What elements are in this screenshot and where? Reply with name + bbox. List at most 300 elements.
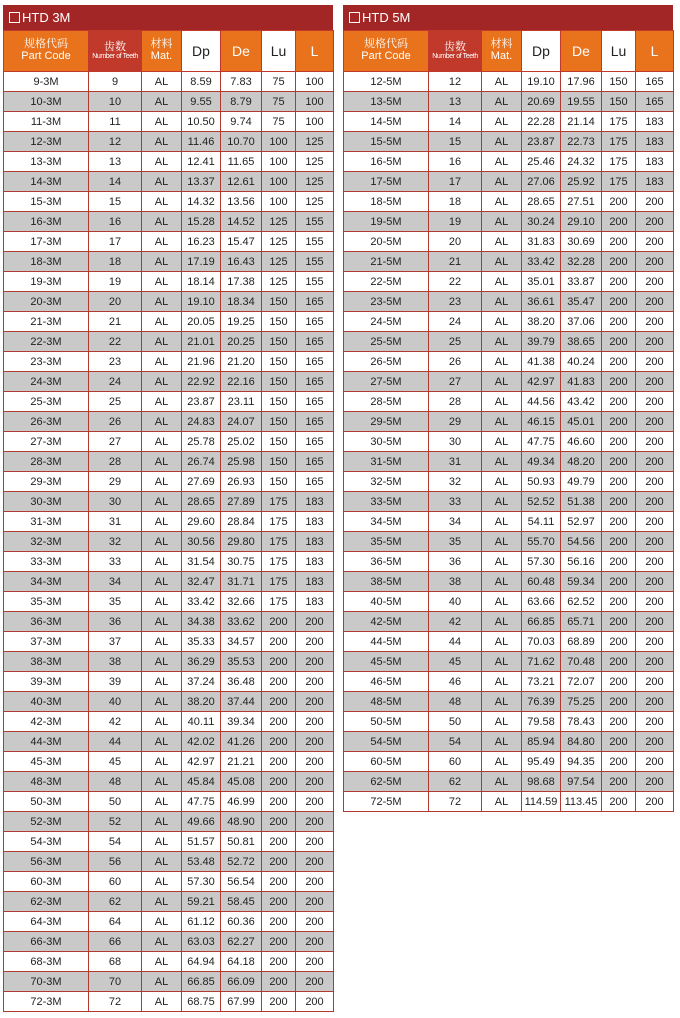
de-cell: 25.92 [561,172,602,192]
part-code-cell: 23-3M [4,352,89,372]
part-code-header-zh: 规格代码 [364,38,408,51]
teeth-cell: 35 [429,532,482,552]
de-header: De [561,31,602,72]
htd-3m-body [4,72,334,1012]
table-row [344,352,674,372]
htd-5m-title: HTD 5M [362,10,411,25]
dp-cell: 36.29 [182,652,221,672]
teeth-cell: 66 [89,932,142,952]
table-row [4,232,334,252]
lu-cell: 175 [262,572,296,592]
l-cell: 165 [296,352,334,372]
lu-cell: 200 [602,632,636,652]
lu-cell: 200 [262,952,296,972]
l-cell: 183 [296,592,334,612]
l-cell: 200 [636,752,674,772]
material-cell: AL [482,332,522,352]
dp-cell: 33.42 [182,592,221,612]
part-code-cell: 16-3M [4,212,89,232]
lu-cell: 175 [602,132,636,152]
de-cell: 25.98 [221,452,262,472]
de-cell: 48.90 [221,812,262,832]
de-cell: 62.27 [221,932,262,952]
lu-cell: 150 [262,332,296,352]
l-cell: 125 [296,172,334,192]
teeth-cell: 9 [89,72,142,92]
part-code-cell: 40-3M [4,692,89,712]
de-cell: 29.10 [561,212,602,232]
lu-cell: 200 [602,552,636,572]
teeth-cell: 72 [429,792,482,812]
part-code-cell: 34-5M [344,512,429,532]
material-cell: AL [142,152,182,172]
dp-cell: 55.70 [522,532,561,552]
de-cell: 45.08 [221,772,262,792]
material-cell: AL [142,692,182,712]
dp-cell: 30.56 [182,532,221,552]
dp-cell: 45.84 [182,772,221,792]
teeth-cell: 15 [429,132,482,152]
l-cell: 100 [296,72,334,92]
de-cell: 33.62 [221,612,262,632]
de-cell: 49.79 [561,472,602,492]
de-cell: 56.16 [561,552,602,572]
material-cell: AL [142,512,182,532]
table-row [344,572,674,592]
material-cell: AL [482,752,522,772]
material-cell: AL [142,372,182,392]
teeth-cell: 15 [89,192,142,212]
table-row [344,152,674,172]
table-row [4,112,334,132]
part-code-cell: 9-3M [4,72,89,92]
dp-cell: 35.33 [182,632,221,652]
dp-cell: 20.05 [182,312,221,332]
lu-cell: 150 [602,72,636,92]
l-cell: 200 [296,852,334,872]
teeth-header-en: Number of Teeth [92,53,138,61]
material-cell: AL [482,412,522,432]
table-row [4,732,334,752]
teeth-cell: 12 [89,132,142,152]
material-cell: AL [142,732,182,752]
part-code-cell: 72-3M [4,992,89,1012]
dp-cell: 9.55 [182,92,221,112]
part-code-cell: 22-5M [344,272,429,292]
de-cell: 26.93 [221,472,262,492]
material-cell: AL [482,72,522,92]
l-cell: 100 [296,92,334,112]
table-row [344,292,674,312]
dp-cell: 10.50 [182,112,221,132]
de-cell: 72.07 [561,672,602,692]
lu-cell: 200 [602,432,636,452]
teeth-cell: 60 [429,752,482,772]
teeth-cell: 35 [89,592,142,612]
material-cell: AL [142,672,182,692]
part-code-cell: 24-3M [4,372,89,392]
de-cell: 65.71 [561,612,602,632]
part-code-cell: 54-5M [344,732,429,752]
de-cell: 52.97 [561,512,602,532]
teeth-cell: 60 [89,872,142,892]
part-code-cell: 45-5M [344,652,429,672]
material-cell: AL [482,572,522,592]
l-cell: 200 [636,692,674,712]
lu-cell: 200 [602,372,636,392]
dp-cell: 23.87 [182,392,221,412]
table-row [4,552,334,572]
table-row [4,952,334,972]
material-cell: AL [142,872,182,892]
dp-cell: 42.97 [182,752,221,772]
lu-cell: 200 [602,592,636,612]
teeth-cell: 36 [429,552,482,572]
lu-cell: 200 [262,992,296,1012]
lu-cell: 200 [262,872,296,892]
table-row [4,832,334,852]
de-cell: 16.43 [221,252,262,272]
l-cell: 200 [296,992,334,1012]
part-code-cell: 33-5M [344,492,429,512]
part-code-cell: 72-5M [344,792,429,812]
de-cell: 29.80 [221,532,262,552]
dp-cell: 57.30 [182,872,221,892]
htd-3m-table [3,30,334,1012]
table-row [4,912,334,932]
part-code-cell: 39-3M [4,672,89,692]
lu-cell: 150 [602,92,636,112]
lu-cell: 100 [262,152,296,172]
part-code-cell: 31-5M [344,452,429,472]
table-row [344,372,674,392]
table-row [4,712,334,732]
de-cell: 62.52 [561,592,602,612]
material-cell: AL [142,192,182,212]
part-code-cell: 27-5M [344,372,429,392]
lu-cell: 125 [262,252,296,272]
lu-cell: 200 [602,752,636,772]
de-cell: 35.47 [561,292,602,312]
dp-cell: 38.20 [182,692,221,712]
l-cell: 200 [296,812,334,832]
dp-cell: 30.24 [522,212,561,232]
table-row [344,792,674,812]
part-code-cell: 30-3M [4,492,89,512]
teeth-cell: 42 [429,612,482,632]
lu-cell: 200 [602,392,636,412]
de-cell: 7.83 [221,72,262,92]
table-row [4,872,334,892]
dp-cell: 21.96 [182,352,221,372]
material-header-en: Mat. [490,50,513,62]
teeth-cell: 26 [89,412,142,432]
part-code-cell: 64-3M [4,912,89,932]
teeth-cell: 17 [429,172,482,192]
table-row [344,732,674,752]
lu-cell: 200 [262,972,296,992]
dp-cell: 31.83 [522,232,561,252]
material-cell: AL [142,132,182,152]
material-cell: AL [482,732,522,752]
part-code-cell: 62-5M [344,772,429,792]
l-cell: 200 [636,572,674,592]
lu-cell: 200 [262,692,296,712]
l-cell: 200 [636,532,674,552]
material-cell: AL [142,592,182,612]
table-row [344,172,674,192]
table-row [344,652,674,672]
material-cell: AL [482,372,522,392]
dp-cell: 22.92 [182,372,221,392]
part-code-cell: 18-3M [4,252,89,272]
htd-5m-table [343,30,674,812]
dp-cell: 41.38 [522,352,561,372]
part-code-cell: 26-5M [344,352,429,372]
dp-cell: 14.32 [182,192,221,212]
part-code-cell: 11-3M [4,112,89,132]
de-cell: 30.69 [561,232,602,252]
l-cell: 165 [296,472,334,492]
de-cell: 75.25 [561,692,602,712]
dp-cell: 36.61 [522,292,561,312]
teeth-cell: 12 [429,72,482,92]
l-cell: 183 [636,112,674,132]
table-row [344,712,674,732]
material-cell: AL [142,752,182,772]
teeth-cell: 23 [89,352,142,372]
lu-cell: 100 [262,192,296,212]
l-cell: 200 [296,912,334,932]
teeth-cell: 13 [89,152,142,172]
lu-cell: 200 [602,352,636,372]
l-cell: 183 [296,532,334,552]
lu-header: Lu [262,31,296,72]
table-row [344,432,674,452]
teeth-header-en: Number of Teeth [432,53,478,61]
l-cell: 200 [636,492,674,512]
l-cell: 183 [296,552,334,572]
teeth-cell: 33 [429,492,482,512]
de-cell: 60.36 [221,912,262,932]
part-code-cell: 21-5M [344,252,429,272]
part-code-cell: 42-3M [4,712,89,732]
table-row [344,772,674,792]
htd-5m-body [344,72,674,812]
table-row [4,892,334,912]
dp-cell: 22.28 [522,112,561,132]
teeth-cell: 38 [429,572,482,592]
teeth-cell: 50 [429,712,482,732]
teeth-cell: 56 [89,852,142,872]
l-cell: 155 [296,212,334,232]
material-cell: AL [482,312,522,332]
checkbox-square-icon [9,12,20,23]
material-cell: AL [482,652,522,672]
l-cell: 200 [636,792,674,812]
l-cell: 200 [636,672,674,692]
material-cell: AL [482,452,522,472]
l-cell: 125 [296,132,334,152]
material-cell: AL [482,552,522,572]
de-cell: 21.14 [561,112,602,132]
lu-cell: 200 [602,772,636,792]
lu-cell: 200 [262,652,296,672]
material-cell: AL [142,332,182,352]
table-row [344,272,674,292]
de-cell: 33.87 [561,272,602,292]
dp-cell: 18.14 [182,272,221,292]
de-cell: 64.18 [221,952,262,972]
lu-cell: 200 [602,692,636,712]
de-cell: 13.56 [221,192,262,212]
dp-cell: 20.69 [522,92,561,112]
dp-cell: 37.24 [182,672,221,692]
de-cell: 97.54 [561,772,602,792]
dp-header: Dp [522,31,561,72]
material-cell: AL [142,992,182,1012]
teeth-cell: 38 [89,652,142,672]
table-row [344,132,674,152]
teeth-cell: 23 [429,292,482,312]
dp-cell: 50.93 [522,472,561,492]
lu-cell: 150 [262,312,296,332]
dp-cell: 8.59 [182,72,221,92]
l-cell: 200 [636,432,674,452]
part-code-cell: 50-5M [344,712,429,732]
lu-header: Lu [602,31,636,72]
lu-cell: 200 [602,532,636,552]
material-cell: AL [482,792,522,812]
l-cell: 200 [296,872,334,892]
dp-cell: 49.34 [522,452,561,472]
part-code-cell: 54-3M [4,832,89,852]
de-cell: 15.47 [221,232,262,252]
teeth-cell: 21 [89,312,142,332]
material-cell: AL [142,72,182,92]
table-row [344,92,674,112]
l-cell: 200 [636,312,674,332]
table-row [4,752,334,772]
part-code-cell: 20-5M [344,232,429,252]
l-cell: 200 [636,252,674,272]
l-header: L [636,31,674,72]
teeth-cell: 27 [89,432,142,452]
part-code-header-zh: 规格代码 [24,38,68,51]
part-code-cell: 22-3M [4,332,89,352]
material-cell: AL [142,952,182,972]
lu-cell: 175 [262,552,296,572]
material-cell: AL [142,832,182,852]
de-cell: 37.44 [221,692,262,712]
lu-cell: 200 [602,272,636,292]
material-cell: AL [482,692,522,712]
table-row [4,392,334,412]
table-row [344,332,674,352]
material-cell: AL [142,632,182,652]
part-code-cell: 66-3M [4,932,89,952]
l-cell: 200 [636,192,674,212]
material-cell: AL [142,892,182,912]
teeth-cell: 28 [429,392,482,412]
lu-cell: 150 [262,472,296,492]
part-code-cell: 28-5M [344,392,429,412]
table-row [344,452,674,472]
teeth-cell: 48 [429,692,482,712]
table-row [4,572,334,592]
table-row [4,492,334,512]
part-code-cell: 23-5M [344,292,429,312]
dp-cell: 54.11 [522,512,561,532]
dp-cell: 53.48 [182,852,221,872]
table-row [4,692,334,712]
l-cell: 200 [636,552,674,572]
l-cell: 200 [296,952,334,972]
lu-cell: 100 [262,132,296,152]
lu-cell: 200 [262,632,296,652]
part-code-cell: 50-3M [4,792,89,812]
part-code-cell: 38-5M [344,572,429,592]
l-cell: 165 [296,412,334,432]
l-cell: 200 [296,732,334,752]
table-row [344,212,674,232]
table-row [344,632,674,652]
teeth-cell: 68 [89,952,142,972]
dp-cell: 114.59 [522,792,561,812]
part-code-cell: 32-5M [344,472,429,492]
lu-cell: 200 [602,452,636,472]
dp-cell: 26.74 [182,452,221,472]
dp-cell: 47.75 [182,792,221,812]
material-cell: AL [482,612,522,632]
material-cell: AL [482,592,522,612]
teeth-header-zh: 齿数 [444,40,466,53]
lu-cell: 200 [602,232,636,252]
teeth-cell: 29 [429,412,482,432]
part-code-cell: 25-3M [4,392,89,412]
dp-cell: 98.68 [522,772,561,792]
l-cell: 200 [296,672,334,692]
l-cell: 100 [296,112,334,132]
lu-cell: 150 [262,372,296,392]
dp-cell: 61.12 [182,912,221,932]
part-code-cell: 15-3M [4,192,89,212]
dp-cell: 42.02 [182,732,221,752]
lu-cell: 150 [262,352,296,372]
de-cell: 14.52 [221,212,262,232]
l-cell: 200 [296,772,334,792]
l-cell: 183 [296,492,334,512]
teeth-cell: 54 [429,732,482,752]
l-cell: 200 [636,292,674,312]
part-code-cell: 48-3M [4,772,89,792]
de-cell: 32.66 [221,592,262,612]
l-cell: 165 [296,392,334,412]
dp-cell: 44.56 [522,392,561,412]
material-cell: AL [142,572,182,592]
de-cell: 10.70 [221,132,262,152]
l-cell: 200 [636,612,674,632]
htd-5m-title-bar [343,5,673,30]
de-cell: 34.57 [221,632,262,652]
l-cell: 200 [296,832,334,852]
material-cell: AL [482,292,522,312]
material-cell: AL [482,432,522,452]
l-cell: 183 [296,512,334,532]
table-row [4,172,334,192]
de-cell: 31.71 [221,572,262,592]
lu-cell: 200 [602,612,636,632]
